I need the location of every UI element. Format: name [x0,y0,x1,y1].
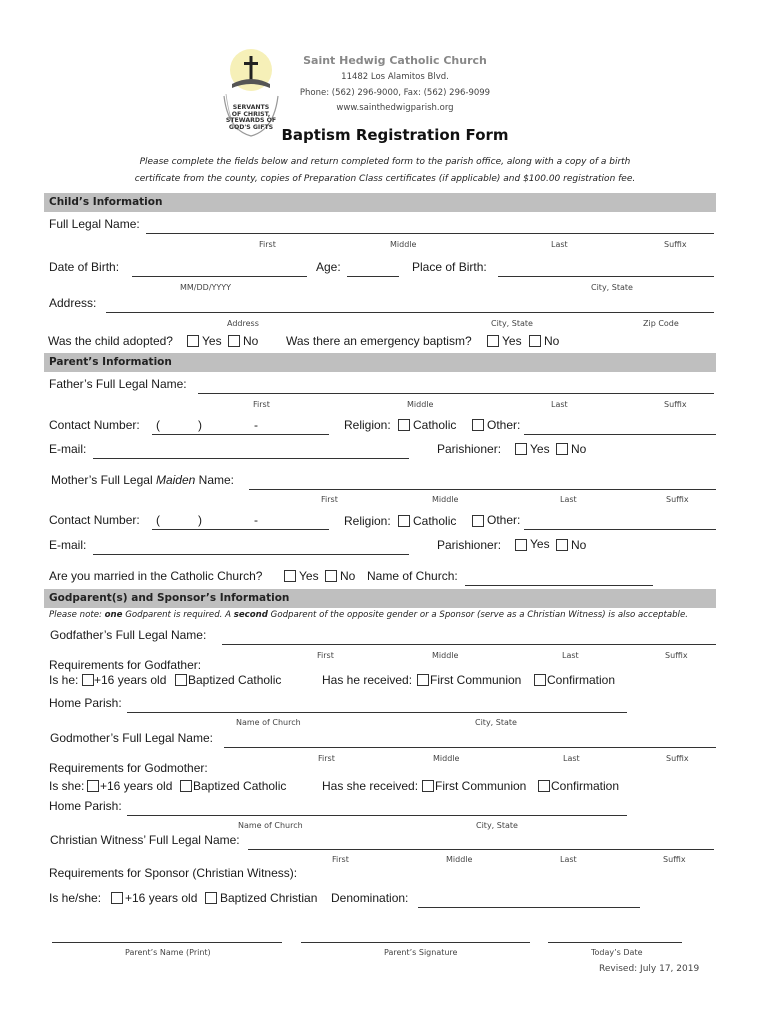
hint-address: Address [227,319,259,328]
mother-email-field[interactable] [93,554,409,555]
age-label: Age: [316,260,341,274]
has-she-received-label: Has she received: [322,779,419,793]
mother-name-label: Mother’s Full Legal Maiden Name: [51,473,234,487]
godmother-name-label: Godmother’s Full Legal Name: [50,731,213,745]
checkbox-label: +16 years old [125,891,198,905]
parent-signature-field[interactable] [301,942,530,943]
is-he-she-label: Is he/she: [49,891,102,905]
church-name: Saint Hedwig Catholic Church [303,54,487,67]
checkbox-label: Confirmation [551,779,620,793]
todays-date-hint: Today’s Date [591,948,643,957]
paren-close: ) [198,418,202,432]
godfather-age-checkbox[interactable] [82,674,94,686]
hint-last: Last [551,400,568,409]
father-other-field[interactable] [524,434,716,435]
logo-text: STEWARDS OF [225,117,277,125]
hint-last: Last [560,495,577,504]
home-parish-label: Home Parish: [49,696,122,710]
father-name-field[interactable] [198,393,714,394]
req-godfather-label: Requirements for Godfather: [49,658,202,672]
religion-label: Religion: [344,514,391,528]
paren-close: ) [198,513,202,527]
godmother-communion-checkbox[interactable] [422,780,434,792]
section-title: Godparent(s) and Sponsor’s Information [49,592,290,604]
pob-field[interactable] [498,276,714,277]
dob-field[interactable] [132,276,307,277]
godfather-confirmation-checkbox[interactable] [534,674,546,686]
hint-last: Last [560,855,577,864]
parent-name-field[interactable] [52,942,282,943]
father-parishioner-no-checkbox[interactable] [556,443,568,455]
section-godparent-info [44,589,716,608]
father-email-label: E-mail: [49,442,87,456]
hint-zip: Zip Code [643,319,679,328]
form-title: Baptism Registration Form [281,126,509,144]
hint-city-state: City, State [475,718,517,727]
hint-middle: Middle [432,495,459,504]
other-label: Other: [487,418,521,432]
logo-text: GOD'S GIFTS [228,123,274,131]
checkbox-label: First Communion [435,779,527,793]
mother-email-label: E-mail: [49,538,87,552]
parent-signature-hint: Parent’s Signature [384,948,458,957]
father-other-checkbox[interactable] [472,419,484,431]
father-contact-field[interactable] [152,434,329,435]
other-label: Other: [487,513,521,527]
hint-first: First [321,495,338,504]
parishioner-label: Parishioner: [437,538,502,552]
adopted-yes-checkbox[interactable] [187,335,199,347]
religion-label: Religion: [344,418,391,432]
paren-open: ( [156,513,160,527]
checkbox-label: Baptized Catholic [188,673,282,687]
checkbox-label: Catholic [413,418,457,432]
emergency-yes-checkbox[interactable] [487,335,499,347]
home-parish-label: Home Parish: [49,799,122,813]
hint-suffix: Suffix [666,495,689,504]
paren-open: ( [156,418,160,432]
married-church-field[interactable] [465,585,653,586]
emergency-baptism-label: Was there an emergency baptism? [286,334,472,348]
mother-name-field[interactable] [249,489,716,490]
address-label: Address: [49,296,97,310]
pob-label: Place of Birth: [412,260,487,274]
church-phone: Phone: (562) 296-9000, Fax: (562) 296-9099 [299,88,491,98]
checkbox-label: First Communion [430,673,522,687]
hint-first: First [253,400,270,409]
checkbox-label: Confirmation [547,673,616,687]
mother-contact-label: Contact Number: [49,513,140,527]
sponsor-baptized-checkbox[interactable] [205,892,217,904]
hint-first: First [259,240,276,249]
mother-parishioner-yes-checkbox[interactable] [515,539,527,551]
instructions-line-2: certificate from the county, copies of Preparation Class certificates (if applicable) and $100.00 registration fee. [134,174,636,184]
section-title: Child’s Information [49,196,163,208]
father-email-field[interactable] [93,458,409,459]
hint-suffix: Suffix [664,240,687,249]
mother-contact-field[interactable] [152,529,329,530]
emergency-no-checkbox[interactable] [529,335,541,347]
section-parent-info [44,353,716,372]
denomination-label: Denomination: [331,891,409,905]
married-yes-checkbox[interactable] [284,570,296,582]
hint-middle: Middle [432,651,459,660]
denomination-field[interactable] [418,907,640,908]
godfather-name-field[interactable] [222,644,716,645]
godfather-parish-field[interactable] [127,712,627,713]
is-he-label: Is he: [49,673,79,687]
logo-text: SERVANTS [232,104,270,111]
phone-dash: - [254,418,258,432]
checkbox-label: Yes [202,334,222,348]
father-catholic-checkbox[interactable] [398,419,410,431]
hint-last: Last [563,754,580,763]
revised-date: Revised: July 17, 2019 [599,964,700,974]
checkbox-label: Baptized Catholic [193,779,287,793]
hint-first: First [317,651,334,660]
address-field[interactable] [106,312,714,313]
hint-middle: Middle [433,754,460,763]
mother-catholic-checkbox[interactable] [398,515,410,527]
logo-text: OF CHRIST, [231,110,271,118]
checkbox-label: No [340,569,356,583]
checkbox-label: No [243,334,259,348]
hint-dob: MM/DD/YYYY [180,283,232,292]
req-sponsor-label: Requirements for Sponsor (Christian Witness): [49,866,298,880]
hint-church-name: Name of Church [238,821,303,830]
godmother-baptized-checkbox[interactable] [180,780,192,792]
hint-middle: Middle [407,400,434,409]
instructions-line-1: Please complete the fields below and return completed form to the parish office, along with a copy of a birth [139,157,631,167]
church-website[interactable]: www.sainthedwigparish.org [336,103,454,113]
godparent-note: Please note: one Godparent is required. A second Godparent of the opposite gender or a Sponsor (serve as a Christian Witness) is also acceptable. [49,610,688,620]
phone-dash: - [254,513,258,527]
section-child-info [44,193,716,212]
hint-suffix: Suffix [666,754,689,763]
hint-city-state: City, State [591,283,633,292]
sponsor-age-checkbox[interactable] [111,892,123,904]
father-contact-label: Contact Number: [49,418,140,432]
godfather-communion-checkbox[interactable] [417,674,429,686]
witness-name-label: Christian Witness’ Full Legal Name: [50,833,240,847]
name-of-church-label: Name of Church: [367,569,458,583]
godmother-age-checkbox[interactable] [87,780,99,792]
godmother-name-field[interactable] [224,747,716,748]
adopted-no-checkbox[interactable] [228,335,240,347]
hint-church-name: Name of Church [236,718,301,727]
godfather-name-label: Godfather’s Full Legal Name: [50,628,207,642]
is-she-label: Is she: [49,779,85,793]
mother-other-checkbox[interactable] [472,515,484,527]
godfather-baptized-checkbox[interactable] [175,674,187,686]
father-parishioner-yes-checkbox[interactable] [515,443,527,455]
hint-suffix: Suffix [664,400,687,409]
hint-first: First [332,855,349,864]
parishioner-label: Parishioner: [437,442,502,456]
checkbox-label: +16 years old [100,779,173,793]
checkbox-label: No [544,334,560,348]
has-he-received-label: Has he received: [322,673,413,687]
married-no-checkbox[interactable] [325,570,337,582]
hint-last: Last [551,240,568,249]
church-address: 11482 Los Alamitos Blvd. [341,72,449,82]
checkbox-label: Yes [299,569,319,583]
hint-city-state: City, State [476,821,518,830]
hint-first: First [318,754,335,763]
checkbox-label: +16 years old [94,673,167,687]
parent-name-hint: Parent’s Name (Print) [125,948,211,957]
child-full-name-field[interactable] [146,233,714,234]
hint-suffix: Suffix [663,855,686,864]
checkbox-label: Baptized Christian [220,891,318,905]
witness-name-field[interactable] [248,849,714,850]
checkbox-label: No [571,442,587,456]
dob-label: Date of Birth: [49,260,120,274]
father-name-label: Father’s Full Legal Name: [49,377,187,391]
hint-suffix: Suffix [665,651,688,660]
checkbox-label: Yes [530,537,550,551]
checkbox-label: Yes [502,334,522,348]
checkbox-label: Catholic [413,514,457,528]
hint-middle: Middle [390,240,417,249]
checkbox-label: No [571,538,587,552]
hint-middle: Middle [446,855,473,864]
married-label: Are you married in the Catholic Church? [49,569,263,583]
child-full-name-label: Full Legal Name: [49,217,140,231]
req-godmother-label: Requirements for Godmother: [49,761,208,775]
checkbox-label: Yes [530,442,550,456]
hint-city-state: City, State [491,319,533,328]
mother-other-field[interactable] [524,529,716,530]
hint-last: Last [562,651,579,660]
adopted-label: Was the child adopted? [48,334,173,348]
age-field[interactable] [347,276,399,277]
godmother-confirmation-checkbox[interactable] [538,780,550,792]
godmother-parish-field[interactable] [127,815,627,816]
mother-parishioner-no-checkbox[interactable] [556,539,568,551]
todays-date-field[interactable] [548,942,682,943]
section-title: Parent’s Information [49,356,172,368]
